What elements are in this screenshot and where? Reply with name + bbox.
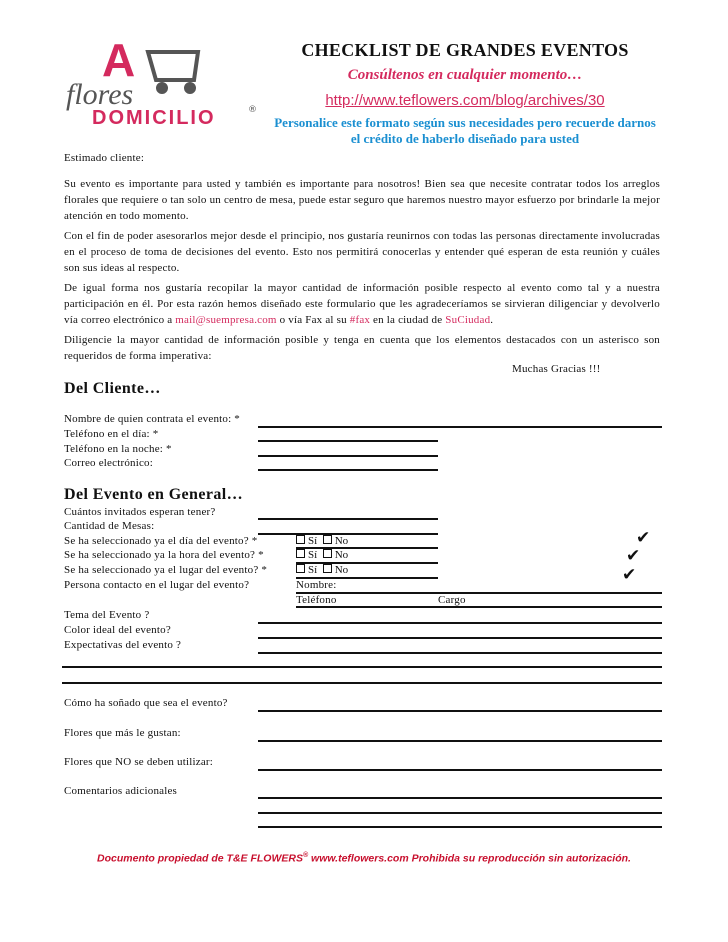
logo-brand: DOMICILIO <box>92 107 216 129</box>
date-no-checkbox[interactable] <box>323 535 332 544</box>
place-yes-label: Sí <box>308 564 318 576</box>
client-section-heading: Del Cliente… <box>64 380 161 397</box>
avoid-flowers-field[interactable] <box>258 769 662 771</box>
footer-text-b: www.teflowers.com Prohibida su reproducción sin autorización. <box>308 852 631 865</box>
contact-name-label: Nombre: <box>296 579 337 591</box>
expectations-line-2[interactable] <box>62 666 662 668</box>
source-link[interactable]: http://www.teflowers.com/blog/archives/30 <box>325 92 605 109</box>
contact-phone-label: Teléfono <box>296 594 337 606</box>
expectations-field[interactable] <box>258 652 662 654</box>
color-label: Color ideal del evento? <box>64 624 171 636</box>
date-question: Se ha seleccionado ya el día del evento? * <box>64 535 258 547</box>
email-label: Correo electrónico: <box>64 457 154 469</box>
day-phone-field[interactable] <box>258 440 438 442</box>
client-name-field[interactable] <box>258 426 662 428</box>
hour-options <box>296 549 348 561</box>
event-section-heading: Del Evento en General… <box>64 486 243 503</box>
contact-email-link[interactable]: mail@suempresa.com <box>175 314 277 326</box>
hour-yes-label: Sí <box>308 549 318 561</box>
hour-question: Se ha seleccionado ya la hora del evento? * <box>64 549 264 561</box>
contact-phone-field[interactable] <box>296 606 662 608</box>
footer-registered: ® <box>302 852 309 859</box>
date-yes-checkbox[interactable] <box>296 535 305 544</box>
intro-paragraph-4: Diligencie la mayor cantidad de información posible y tenga en cuenta que los elementos destacados con un asterisco son requeridos de forma imperativa: <box>64 334 660 362</box>
guests-field[interactable] <box>258 518 438 520</box>
date-yes-label: Sí <box>308 535 318 547</box>
p3-text-c: en la ciudad de <box>370 314 446 326</box>
checkmark-icon: ✔ <box>626 546 641 566</box>
place-question: Se ha seleccionado ya el lugar del evento? * <box>64 564 268 576</box>
logo-registered: ® <box>248 105 257 115</box>
contact-role-label: Cargo <box>438 594 466 606</box>
hour-no-checkbox[interactable] <box>323 549 332 558</box>
logo-letter-a: A <box>102 34 136 86</box>
expectations-label: Expectativas del evento ? <box>64 639 182 651</box>
contact-name-field[interactable] <box>296 592 662 594</box>
footer-text-a: Documento propiedad de T&E FLOWERS <box>97 852 303 865</box>
p3-text-d: . <box>490 314 494 326</box>
favorite-flowers-label: Flores que más le gustan: <box>64 727 181 739</box>
theme-label: Tema del Evento ? <box>64 609 150 621</box>
night-phone-field[interactable] <box>258 455 438 457</box>
dream-label: Cómo ha soñado que sea el evento? <box>64 697 228 709</box>
checkmark-icon: ✔ <box>636 528 651 548</box>
theme-field[interactable] <box>258 622 662 624</box>
page-title: CHECKLIST DE GRANDES EVENTOS <box>301 40 629 60</box>
color-field[interactable] <box>258 637 662 639</box>
intro-paragraph-3 <box>64 280 660 328</box>
comments-line-3[interactable] <box>258 826 662 828</box>
expectations-line-3[interactable] <box>62 682 662 684</box>
hour-yes-checkbox[interactable] <box>296 549 305 558</box>
night-phone-label: Teléfono en la noche: * <box>64 443 172 455</box>
greeting: Estimado cliente: <box>64 152 145 164</box>
comments-line-2[interactable] <box>258 812 662 814</box>
credit-note: Personalice este formato según sus necesidades pero recuerde darnos el crédito de haberlo diseñado para usted <box>274 115 656 146</box>
intro-paragraph-1: Su evento es importante para usted y también es importante para nosotros! Bien sea que necesite contratar todos los arreglos florales que requiere o tan solo un centro de mesa, puede estar seguro que haremos nuestro mayor esfuerzo por brindarle la mejor atención en todo momento. <box>64 178 660 222</box>
logo-graphic <box>62 34 272 134</box>
guests-label: Cuántos invitados esperan tener? <box>64 506 216 518</box>
p3-text-b: o vía Fax al su <box>276 314 350 326</box>
flores-domicilio-logo <box>62 34 272 134</box>
email-field[interactable] <box>258 469 438 471</box>
date-options <box>296 535 348 547</box>
favorite-flowers-field[interactable] <box>258 740 662 742</box>
dream-field[interactable] <box>258 710 662 712</box>
intro-paragraph-2: Con el fin de poder asesorarlos mejor desde el principio, nos gustaría reunirnos con todas las personas directamente involucradas en el proceso de toma de decisiones del evento. Esto nos permitirá conocerlas y entender qué esperan de esta reunión y cuáles son sus ideas al respecto. <box>64 230 660 274</box>
cart-icon <box>148 52 198 92</box>
date-no-label: No <box>334 535 349 547</box>
place-no-label: No <box>334 564 349 576</box>
comments-label: Comentarios adicionales <box>64 785 178 797</box>
comments-field[interactable] <box>258 797 662 799</box>
footer-copyright <box>0 852 728 865</box>
tables-label: Cantidad de Mesas: <box>64 520 155 532</box>
fax-number: #fax <box>349 314 371 326</box>
place-options <box>296 564 348 576</box>
avoid-flowers-label: Flores que NO se deben utilizar: <box>64 756 214 768</box>
thanks-text: Muchas Gracias !!! <box>512 363 601 375</box>
place-no-checkbox[interactable] <box>323 564 332 573</box>
p3-text-a: De igual forma nos gustaría recopilar la mayor cantidad de información posible respecto al evento como tal y a nuestra participación en él. Por esta razón hemos diseñado este formulario que les agradeceríamos se sirvieran diligenciar y devolverlo vía correo electrónico a <box>64 282 660 326</box>
day-phone-label: Teléfono en el día: * <box>64 428 159 440</box>
logo-script: flores <box>66 78 134 111</box>
client-name-label: Nombre de quien contrata el evento: * <box>64 413 241 425</box>
place-yes-checkbox[interactable] <box>296 564 305 573</box>
subtitle: Consúltenos en cualquier momento… <box>347 67 583 83</box>
checkmark-icon: ✔ <box>622 565 637 585</box>
hour-no-label: No <box>334 549 349 561</box>
contact-question: Persona contacto en el lugar del evento? <box>64 579 250 591</box>
city-name: SuCiudad <box>445 314 491 326</box>
